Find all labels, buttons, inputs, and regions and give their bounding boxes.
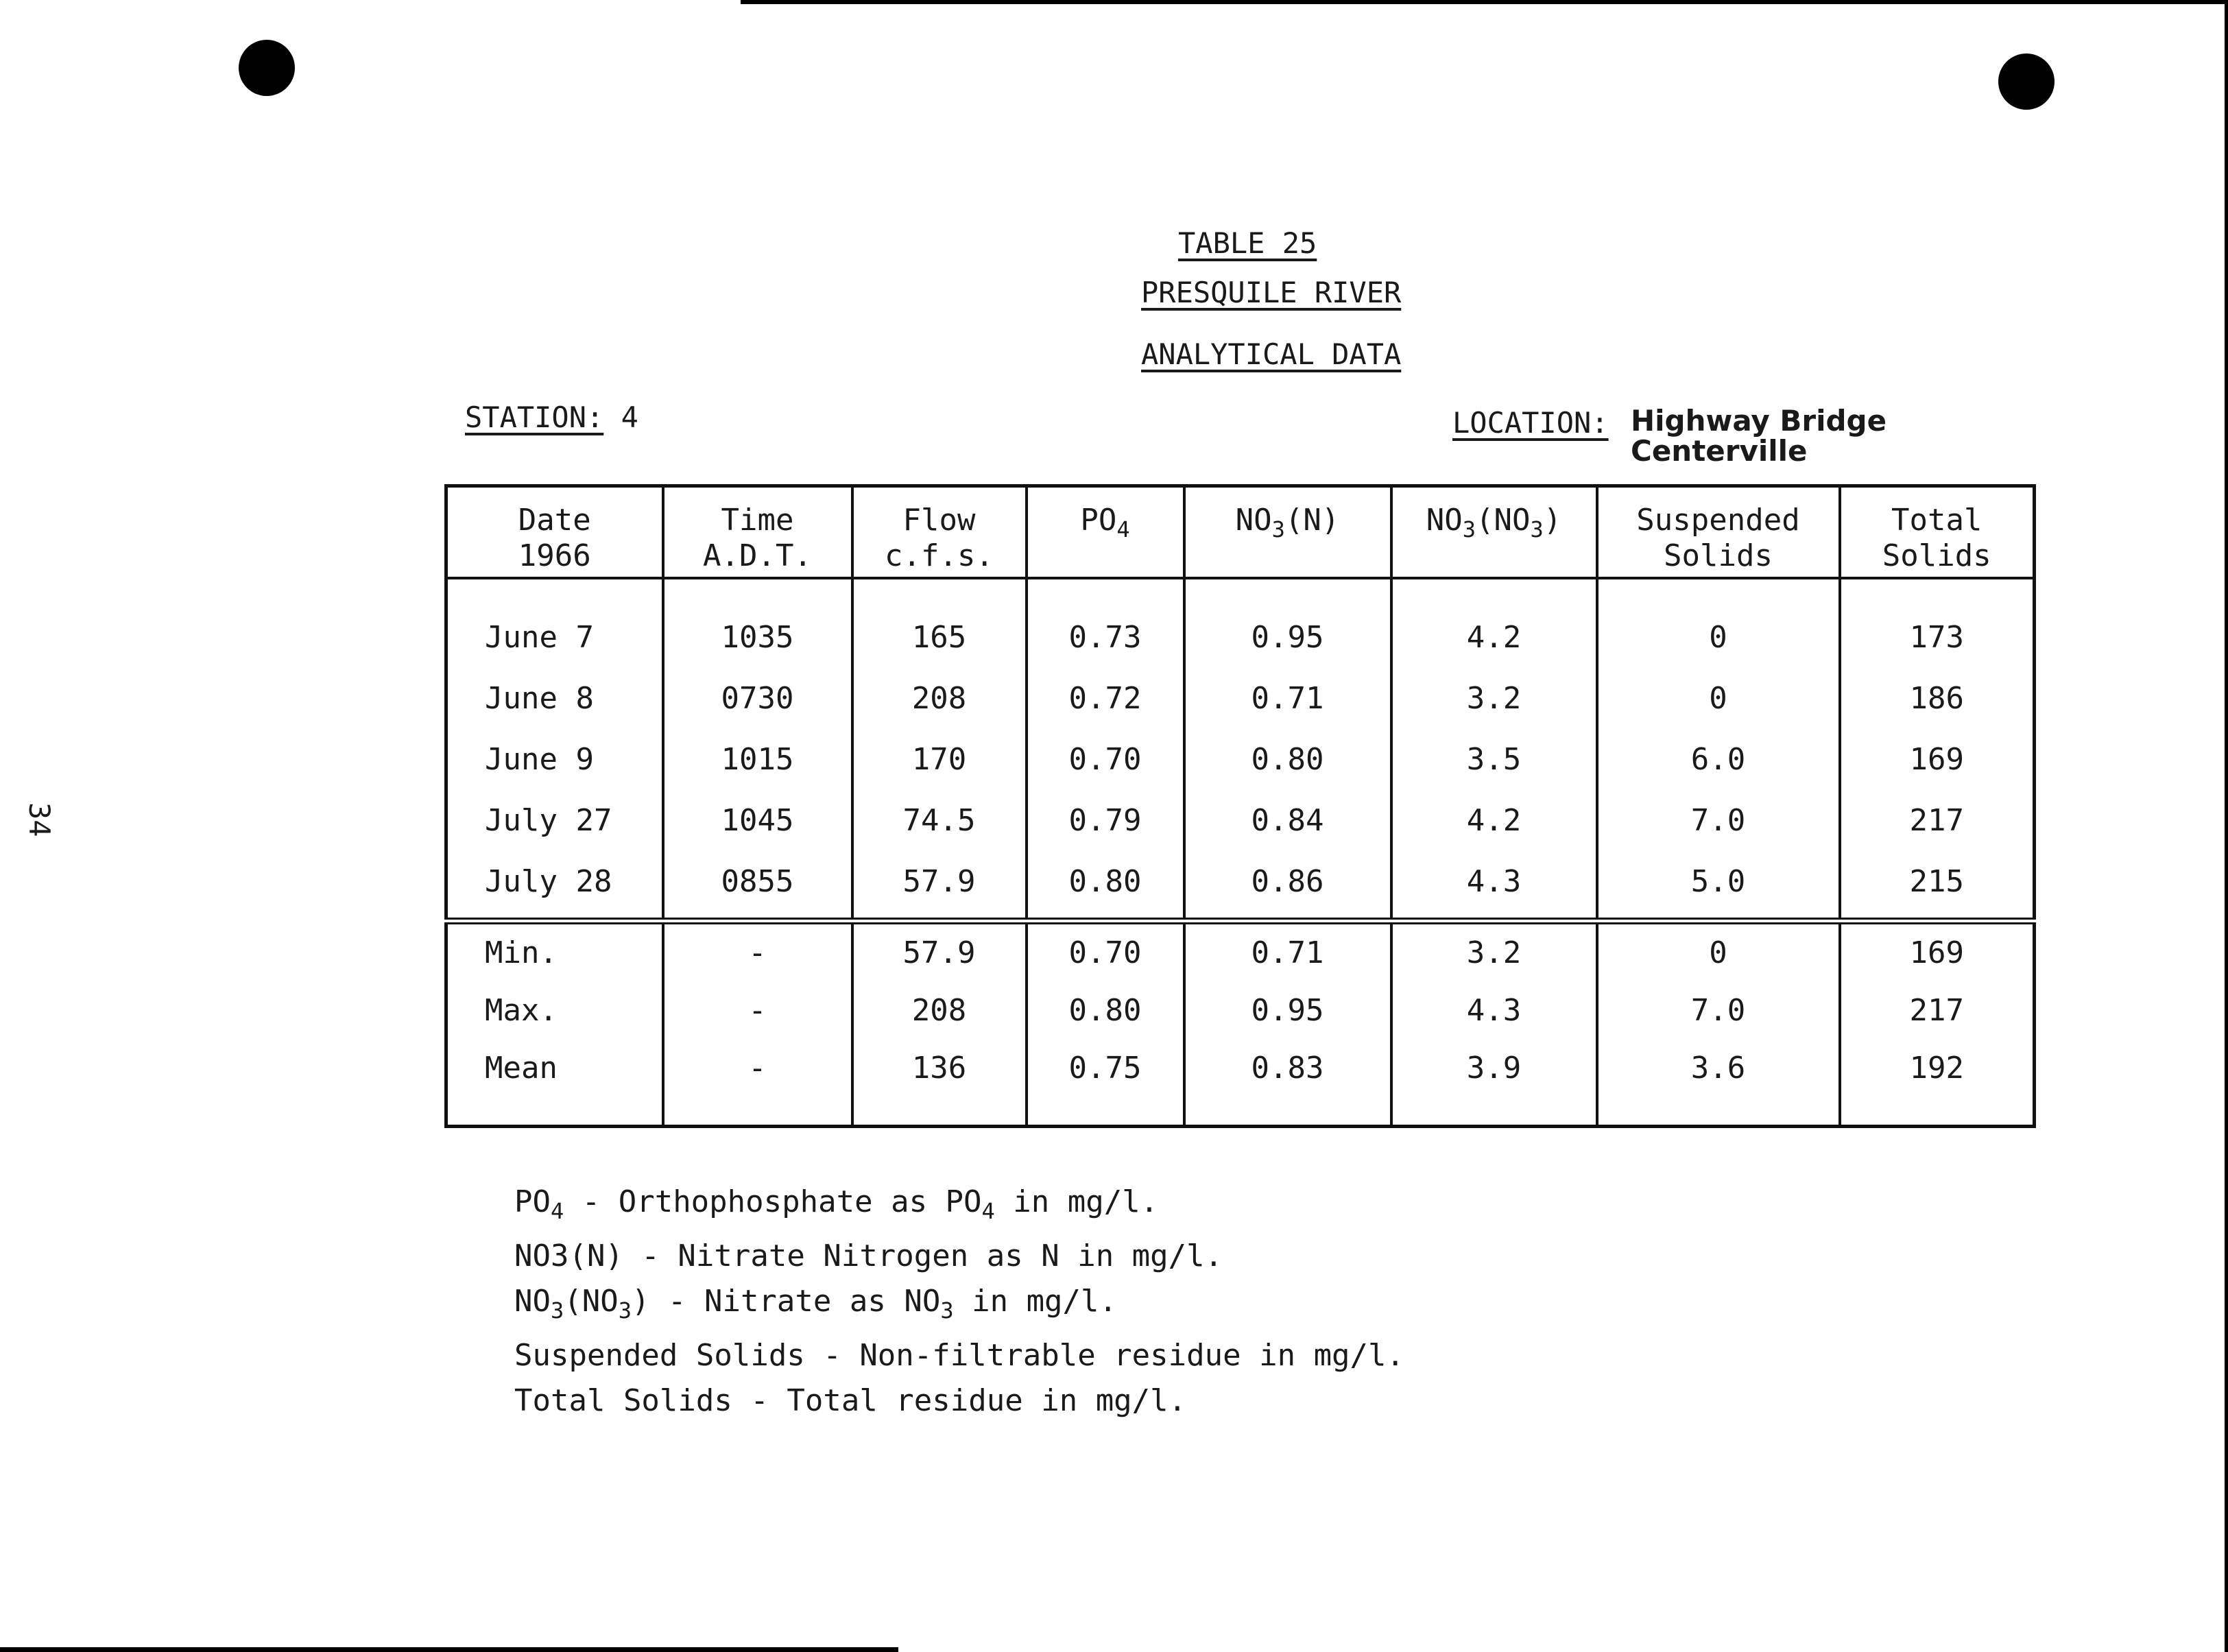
cell-suspended-solids: 0 (1597, 578, 1840, 668)
cell-time: 1045 (663, 790, 852, 851)
stats-row-min (446, 921, 2035, 982)
cell-time: 0855 (663, 851, 852, 921)
footnote-po4: $PO_4$ - Orthophosphate as $PO_4$ in mg/l. (514, 1184, 1159, 1224)
page-number: 34 (23, 802, 56, 837)
cell-suspended-solids: 6.0 (1597, 729, 1840, 790)
cell-po4: 0.72 (1027, 668, 1184, 729)
stats-row-max (446, 982, 2035, 1040)
header-date: Date 1966 (446, 486, 663, 578)
cell-flow: 208 (852, 982, 1027, 1040)
cell-no3-n: 0.80 (1184, 729, 1391, 790)
cell-suspended-solids: 0 (1597, 668, 1840, 729)
cell-date: June 7 (446, 578, 663, 668)
header-flow: Flow c.f.s. (852, 486, 1027, 578)
header-suspended-solids: Suspended Solids (1597, 486, 1840, 578)
location-line1: Highway Bridge (1631, 404, 1887, 438)
location-label-group (1452, 406, 1609, 440)
header-po4: $PO_4$ (1027, 486, 1184, 578)
header-time: Time A.D.T. (663, 486, 852, 578)
cell-time: 1015 (663, 729, 852, 790)
cell-po4: 0.80 (1027, 982, 1184, 1040)
station-value: 4 (621, 400, 638, 434)
cell-no3-n: 0.95 (1184, 982, 1391, 1040)
footnote-no3-no3: $NO_3(NO_3)$ - Nitrate as $NO_3$ in mg/l. (514, 1284, 1118, 1324)
cell-flow: 136 (852, 1040, 1027, 1127)
header-total-solids: Total Solids (1840, 486, 2035, 578)
cell-no3-no3: 3.5 (1391, 729, 1597, 790)
cell-time: - (663, 982, 852, 1040)
cell-total-solids: 217 (1840, 982, 2035, 1040)
station-label: STATION: (465, 400, 604, 434)
punch-hole-right (1998, 53, 2055, 110)
cell-no3-no3: 4.2 (1391, 578, 1597, 668)
page-right-edge (2225, 0, 2228, 1652)
cell-no3-no3: 3.2 (1391, 921, 1597, 982)
page-bottom-edge (0, 1647, 898, 1652)
header-no3-n: $NO_3(N)$ (1184, 486, 1391, 578)
cell-suspended-solids: 5.0 (1597, 851, 1840, 921)
cell-total-solids: 192 (1840, 1040, 2035, 1127)
cell-flow: 57.9 (852, 851, 1027, 921)
cell-no3-n: 0.83 (1184, 1040, 1391, 1127)
cell-no3-n: 0.95 (1184, 578, 1391, 668)
analytical-data-table (444, 484, 2036, 1128)
table-row (446, 578, 2035, 668)
cell-stat-label: Mean (446, 1040, 663, 1127)
cell-no3-no3: 4.3 (1391, 982, 1597, 1040)
cell-po4: 0.79 (1027, 790, 1184, 851)
cell-no3-no3: 3.2 (1391, 668, 1597, 729)
cell-no3-n: 0.84 (1184, 790, 1391, 851)
river-name: PRESQUILE RIVER (1141, 276, 1402, 309)
cell-total-solids: 169 (1840, 921, 2035, 982)
header-row (446, 486, 2035, 578)
cell-total-solids: 217 (1840, 790, 2035, 851)
page-top-edge (741, 0, 2228, 4)
location-label: LOCATION: (1452, 406, 1609, 440)
table-row (446, 790, 2035, 851)
cell-time: 1035 (663, 578, 852, 668)
footnote-no3-n: NO3(N) - Nitrate Nitrogen as N in mg/l. (514, 1238, 1223, 1273)
cell-date: July 28 (446, 851, 663, 921)
cell-stat-label: Max. (446, 982, 663, 1040)
cell-suspended-solids: 3.6 (1597, 1040, 1840, 1127)
cell-po4: 0.75 (1027, 1040, 1184, 1127)
cell-total-solids: 215 (1840, 851, 2035, 921)
cell-flow: 165 (852, 578, 1027, 668)
page-subtitle: ANALYTICAL DATA (1141, 337, 1402, 371)
cell-flow: 170 (852, 729, 1027, 790)
table-title: TABLE 25 (1178, 226, 1317, 260)
cell-total-solids: 169 (1840, 729, 2035, 790)
cell-no3-n: 0.71 (1184, 921, 1391, 982)
cell-time: - (663, 1040, 852, 1127)
cell-no3-n: 0.86 (1184, 851, 1391, 921)
cell-time: - (663, 921, 852, 982)
cell-po4: 0.80 (1027, 851, 1184, 921)
location-value (1631, 406, 1886, 466)
cell-date: July 27 (446, 790, 663, 851)
station-label-group (465, 400, 638, 434)
location-line2: Centerville (1631, 434, 1808, 468)
cell-po4: 0.70 (1027, 729, 1184, 790)
table-row (446, 729, 2035, 790)
punch-hole-left (239, 40, 295, 96)
footnote-total-solids: Total Solids - Total residue in mg/l. (514, 1383, 1187, 1418)
cell-no3-n: 0.71 (1184, 668, 1391, 729)
cell-total-solids: 173 (1840, 578, 2035, 668)
cell-stat-label: Min. (446, 921, 663, 982)
cell-flow: 208 (852, 668, 1027, 729)
cell-suspended-solids: 7.0 (1597, 790, 1840, 851)
cell-total-solids: 186 (1840, 668, 2035, 729)
stats-row-mean (446, 1040, 2035, 1127)
footnotes (514, 1180, 1404, 1424)
table-row (446, 851, 2035, 921)
cell-time: 0730 (663, 668, 852, 729)
cell-po4: 0.73 (1027, 578, 1184, 668)
cell-date: June 8 (446, 668, 663, 729)
header-no3-no3: $NO_3(NO_3)$ (1391, 486, 1597, 578)
cell-no3-no3: 4.3 (1391, 851, 1597, 921)
cell-suspended-solids: 0 (1597, 921, 1840, 982)
cell-suspended-solids: 7.0 (1597, 982, 1840, 1040)
cell-no3-no3: 4.2 (1391, 790, 1597, 851)
cell-no3-no3: 3.9 (1391, 1040, 1597, 1127)
footnote-suspended-solids: Suspended Solids - Non-filtrable residue in mg/l. (514, 1338, 1405, 1373)
cell-date: June 9 (446, 729, 663, 790)
table-row (446, 668, 2035, 729)
cell-flow: 74.5 (852, 790, 1027, 851)
cell-po4: 0.70 (1027, 921, 1184, 982)
cell-flow: 57.9 (852, 921, 1027, 982)
